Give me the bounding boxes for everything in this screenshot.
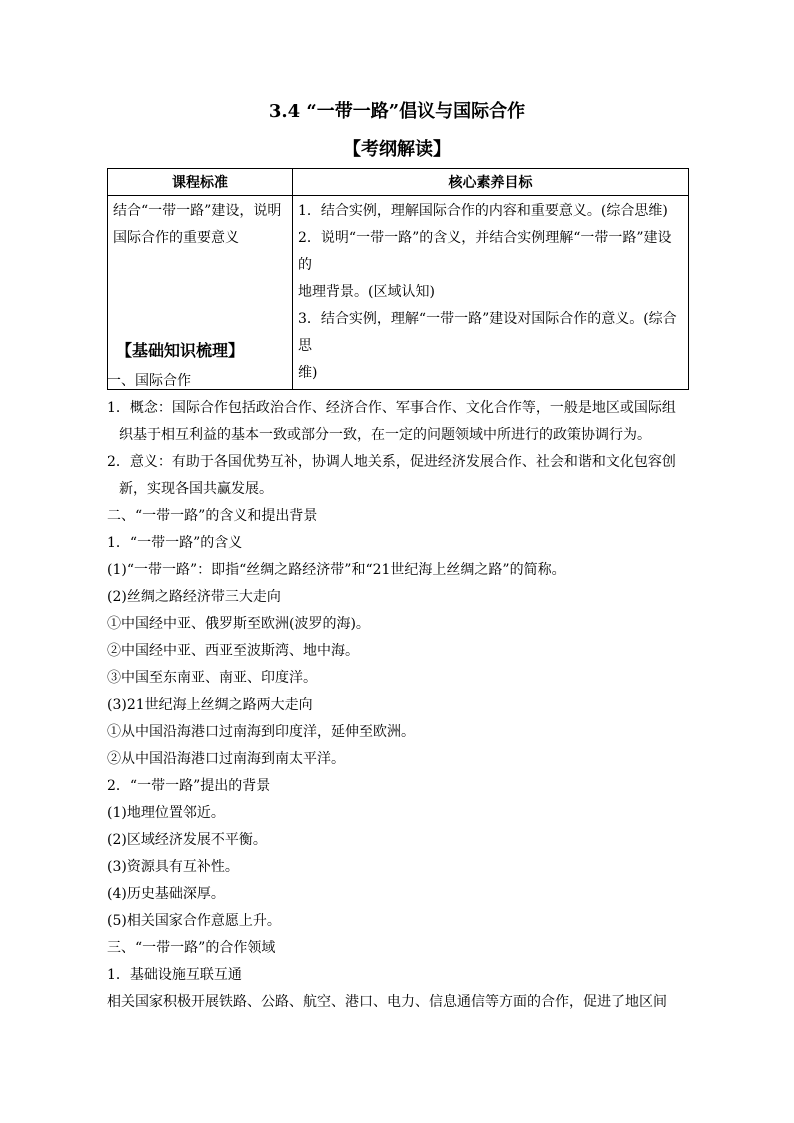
text-line: (1)“一带一路”：即指“丝绸之路经济带”和“21世纪海上丝绸之路”的简称。 (107, 562, 566, 578)
text-line: 新，实现各国共赢发展。 (119, 481, 273, 497)
cell-line: 1．结合实例，理解国际合作的内容和重要意义。(综合思维) (298, 203, 668, 219)
text-line: 1．基础设施互联互通 (107, 967, 242, 983)
text-line: ②中国经中亚、西亚至波斯湾、地中海。 (107, 643, 359, 659)
text-line: 相关国家积极开展铁路、公路、航空、港口、电力、信息通信等方面的合作，促进了地区间 (107, 994, 667, 1010)
table-header-goals: 核心素养目标 (293, 169, 689, 196)
text-line: (2)丝绸之路经济带三大走向 (107, 589, 281, 605)
text-line: 1．概念：国际合作包括政治合作、经济合作、军事合作、文化合作等，一般是地区或国际组 (107, 400, 676, 416)
text-line: 1．“一带一路”的含义 (107, 535, 243, 551)
text-line: 二、“一带一路”的含义和提出背景 (107, 508, 318, 524)
text-line: (3)资源具有互补性。 (107, 859, 239, 875)
section-heading: 【基础知识梳理】 (116, 341, 245, 360)
cell-line: 3．结合实例，理解“一带一路”建设对国际合作的意义。(综合思 (298, 311, 677, 354)
text-line: 织基于相互利益的基本一致或部分一致，在一定的问题领域中所进行的政策协调行为。 (119, 427, 651, 443)
text-line: 2．“一带一路”提出的背景 (107, 778, 271, 794)
text-line: (5)相关国家合作意愿上升。 (107, 913, 281, 929)
text-line: 2．意义：有助于各国优势互补，协调人地关系，促进经济发展合作、社会和谐和文化包容创 (107, 454, 676, 470)
table-header-standard: 课程标准 (108, 169, 293, 196)
text-line: ①中国经中亚、俄罗斯至欧洲(波罗的海)。 (107, 616, 370, 632)
text-line: 一、国际合作 (107, 373, 191, 389)
cell-line: 2．说明“一带一路”的含义，并结合实例理解“一带一路”建设的 (298, 230, 672, 273)
cell-line: 地理背景。(区域认知) (298, 284, 435, 300)
table-header-row (108, 169, 689, 196)
cell-line: 维) (298, 365, 318, 381)
text-line: (3)21世纪海上丝绸之路两大走向 (107, 697, 313, 713)
text-line: (1)地理位置邻近。 (107, 805, 225, 821)
text-line: (4)历史基础深厚。 (107, 886, 225, 902)
text-line: (2)区域经济发展不平衡。 (107, 832, 267, 848)
text-line: ①从中国沿海港口过南海到印度洋，延伸至欧洲。 (107, 724, 415, 740)
table-cell-goals (293, 196, 689, 390)
document-title: 3.4 “一带一路”倡议与国际合作 (268, 101, 526, 122)
text-line: ②从中国沿海港口过南海到南太平洋。 (107, 751, 345, 767)
cell-line: 国际合作的重要意义 (113, 230, 239, 246)
text-line: 三、“一带一路”的合作领域 (107, 940, 276, 956)
cell-line: 结合“一带一路”建设，说明 (113, 203, 282, 219)
document-subtitle: 【考纲解读】 (343, 139, 451, 160)
body-text (107, 368, 689, 1016)
text-line: ③中国至东南亚、南亚、印度洋。 (107, 670, 317, 686)
